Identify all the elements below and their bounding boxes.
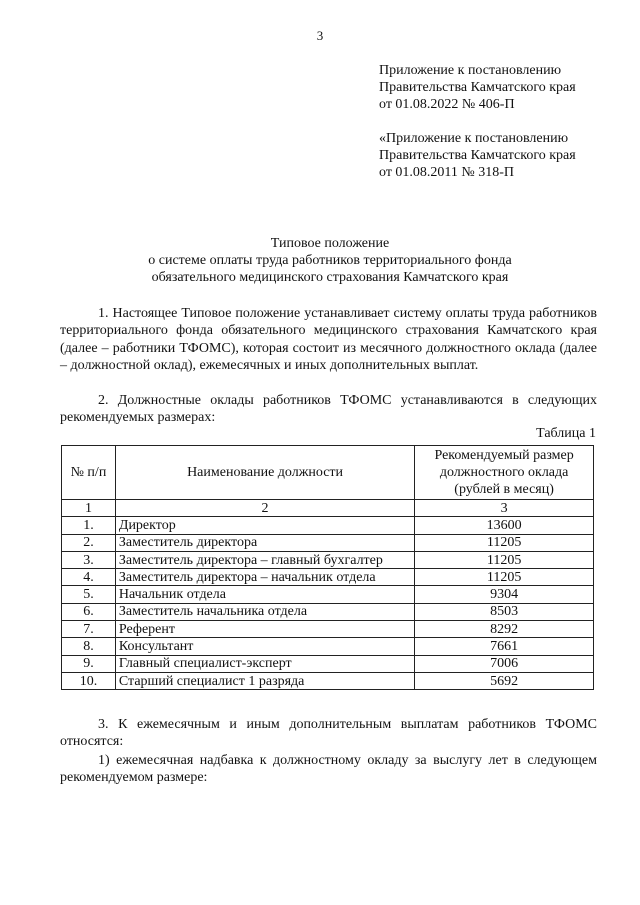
row-position: Старший специалист 1 разряда	[115, 672, 414, 689]
row-position: Заместитель директора – главный бухгалтер	[115, 551, 414, 568]
column-number-row	[62, 500, 594, 517]
appendix-line: Правительства Камчатского края	[379, 80, 576, 95]
page-number: 3	[316, 28, 324, 43]
table-header-row	[62, 446, 594, 500]
row-position: Директор	[115, 517, 414, 534]
row-number: 9.	[62, 655, 116, 672]
appendix-line: Приложение к постановлению	[379, 63, 562, 78]
row-salary: 9304	[415, 586, 594, 603]
row-salary: 13600	[415, 517, 594, 534]
row-salary: 11205	[415, 534, 594, 551]
appendix-line: «Приложение к постановлению	[379, 131, 569, 146]
row-number: 7.	[62, 621, 116, 638]
appendix-original-reference	[379, 130, 619, 181]
table-row	[62, 586, 594, 603]
table-row	[62, 621, 594, 638]
appendix-line: от 01.08.2022 № 406-П	[379, 97, 515, 112]
title-line: Типовое положение	[270, 236, 390, 251]
row-salary: 7661	[415, 638, 594, 655]
row-position: Начальник отдела	[115, 586, 414, 603]
header-salary: Рекомендуемый размер должностного оклада (рублей в месяц)	[415, 446, 594, 500]
row-position: Консультант	[115, 638, 414, 655]
row-number: 5.	[62, 586, 116, 603]
column-number: 3	[415, 500, 594, 517]
title-line: обязательного медицинского страхования Камчатского края	[151, 270, 509, 285]
appendix-line: от 01.08.2011 № 318-П	[379, 165, 515, 180]
row-salary: 11205	[415, 551, 594, 568]
header-position: Наименование должности	[115, 446, 414, 500]
table-row	[62, 534, 594, 551]
paragraph-2: 2. Должностные оклады работников ТФОМС устанавливаются в следующих рекомендуемых размерах:	[60, 393, 597, 426]
salary-table	[61, 445, 594, 690]
document-title	[0, 235, 640, 286]
table-caption: Таблица 1	[536, 426, 596, 441]
column-number: 1	[62, 500, 116, 517]
table-row	[62, 517, 594, 534]
table-row	[62, 655, 594, 672]
appendix-line: Правительства Камчатского края	[379, 148, 576, 163]
paragraph-4: 1) ежемесячная надбавка к должностному окладу за выслугу лет в следующем рекомендуемом размере:	[60, 753, 597, 786]
row-salary: 5692	[415, 672, 594, 689]
paragraph-1: 1. Настоящее Типовое положение устанавливает систему оплаты труда работников территориального фонда обязательного медицинского страхования Камчатского края (далее – работники ТФОМС), которая состоит из месячного должностного оклада (далее – должностной оклад), ежемесячных и иных дополнительных выплат.	[60, 306, 597, 373]
table-row	[62, 638, 594, 655]
row-position: Заместитель директора	[115, 534, 414, 551]
row-salary: 7006	[415, 655, 594, 672]
title-line: о системе оплаты труда работников территориального фонда	[148, 253, 512, 268]
row-number: 3.	[62, 551, 116, 568]
row-number: 4.	[62, 569, 116, 586]
row-salary: 11205	[415, 569, 594, 586]
row-number: 6.	[62, 603, 116, 620]
table-row	[62, 603, 594, 620]
appendix-current-reference	[379, 62, 619, 113]
table-row	[62, 569, 594, 586]
table-row	[62, 672, 594, 689]
header-num: № п/п	[62, 446, 116, 500]
column-number: 2	[115, 500, 414, 517]
row-position: Референт	[115, 621, 414, 638]
row-position: Заместитель начальника отдела	[115, 603, 414, 620]
paragraph-3: 3. К ежемесячным и иным дополнительным выплатам работников ТФОМС относятся:	[60, 717, 597, 750]
row-number: 1.	[62, 517, 116, 534]
table-row	[62, 551, 594, 568]
row-number: 10.	[62, 672, 116, 689]
row-position: Главный специалист-эксперт	[115, 655, 414, 672]
row-salary: 8292	[415, 621, 594, 638]
row-position: Заместитель директора – начальник отдела	[115, 569, 414, 586]
row-number: 8.	[62, 638, 116, 655]
row-salary: 8503	[415, 603, 594, 620]
row-number: 2.	[62, 534, 116, 551]
